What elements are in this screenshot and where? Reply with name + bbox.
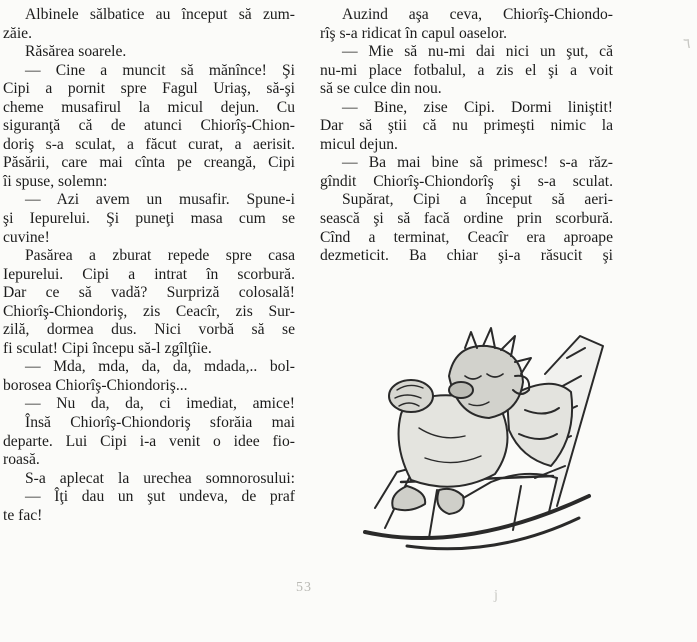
margin-mark: ٦ (683, 37, 691, 52)
text-line-right: rîş s-a ridicat în capul oaselor. (320, 24, 508, 42)
text-line-left: departe. Lui Cipi i-a venit o idee fio- (3, 432, 295, 450)
text-line-left: S-a aplecat la urechea somnorosului: (25, 469, 295, 487)
text-line-left: fi sculat! Cipi începu să-l zgîlţîie. (3, 339, 212, 357)
text-line-left: zăie. (3, 24, 32, 42)
text-line-left: — Îţi dau un şut undeva, de praf (25, 488, 295, 506)
text-line-left: borosea Chiorîş-Chiondoriş... (3, 376, 188, 394)
text-line-right: sească şi să facă ordine prin scorbură. (320, 210, 613, 228)
text-line-left: Chiorîş-Chiondoriş, zis Ceacîr, zis Sur- (3, 302, 295, 320)
text-line-right: gîndit Chiorîş-Chiondorîş şi s-a sculat. (320, 172, 613, 190)
text-line-left: — Nu da, da, ci imediat, amice! (25, 395, 295, 413)
text-line-left: cheme musafirul la micul dejun. Cu (3, 98, 295, 116)
illustration-sleeping-character-in-rocking-chair (345, 318, 615, 554)
margin-mark: j (494, 588, 498, 603)
text-line-right: Supărat, Cipi a început să aeri- (342, 191, 613, 209)
text-line-left: te fac! (3, 506, 43, 524)
text-line-left: Păsării, care mai cînta pe creangă, Cipi (3, 154, 295, 172)
text-line-left: Însă Chiorîş-Chiondoriş sforăia mai (25, 414, 295, 432)
text-line-left: Dar ce să vadă? Surpriză colosală! (3, 284, 295, 302)
text-line-left: cuvine! (3, 228, 50, 246)
text-line-right: — Ba mai bine să primesc! s-a răz- (342, 154, 613, 172)
text-line-left: Pasărea a zburat repede spre casa (25, 247, 295, 265)
text-line-left: zilă, dormea dus. Nici vorbă să se (3, 321, 295, 339)
text-line-right: Dar să ştii că nu primeşti nimic la (320, 117, 613, 135)
text-line-left: Răsărea soarele. (25, 43, 127, 61)
text-line-left: roasă. (3, 451, 40, 469)
text-line-left: Albinele sălbatice au început să zum- (25, 6, 295, 23)
text-line-left: — Cine a muncit să mănînce! Şi (25, 61, 295, 79)
text-line-right: — Mie să nu-mi dai nici un şut, că (342, 43, 613, 61)
text-line-right: dezmeticit. Ba chiar şi-a răsucit şi (320, 247, 613, 265)
text-line-left: doriş s-a sculat, a făcut curat, a aerisit. (3, 135, 295, 153)
page-number: 53 (296, 580, 312, 595)
text-line-right: nu-mi place fotbalul, a zis el şi a voit (320, 61, 613, 79)
text-line-left: îi spuse, solemn: (3, 172, 108, 190)
text-line-left: Cipi a pornit spre Fagul Uriaş, să-şi (3, 80, 295, 98)
text-line-left: — Azi avem un musafir. Spune-i (25, 191, 295, 209)
text-line-left: — Mda, mda, da, da, mdada,.. bol- (25, 358, 295, 376)
text-line-left: siguranţă că de atunci Chiorîş-Chion- (3, 117, 295, 135)
text-line-left: şi Iepurelui. Şi puneţi masa cum se (3, 210, 295, 228)
text-column-right (320, 6, 613, 266)
text-line-right: micul dejun. (320, 135, 398, 153)
text-line-right: să se culce din nou. (320, 80, 442, 98)
text-line-left: Iepurelui. Cipi a intrat în scorbură. (3, 265, 295, 283)
text-line-right: Auzind aşa ceva, Chiorîş-Chiondo- (342, 6, 613, 23)
text-line-right: Cînd a terminat, Ceacîr era aproape (320, 228, 613, 246)
text-line-right: — Bine, zise Cipi. Dormi liniştit! (342, 98, 613, 116)
text-column-left (3, 6, 295, 525)
